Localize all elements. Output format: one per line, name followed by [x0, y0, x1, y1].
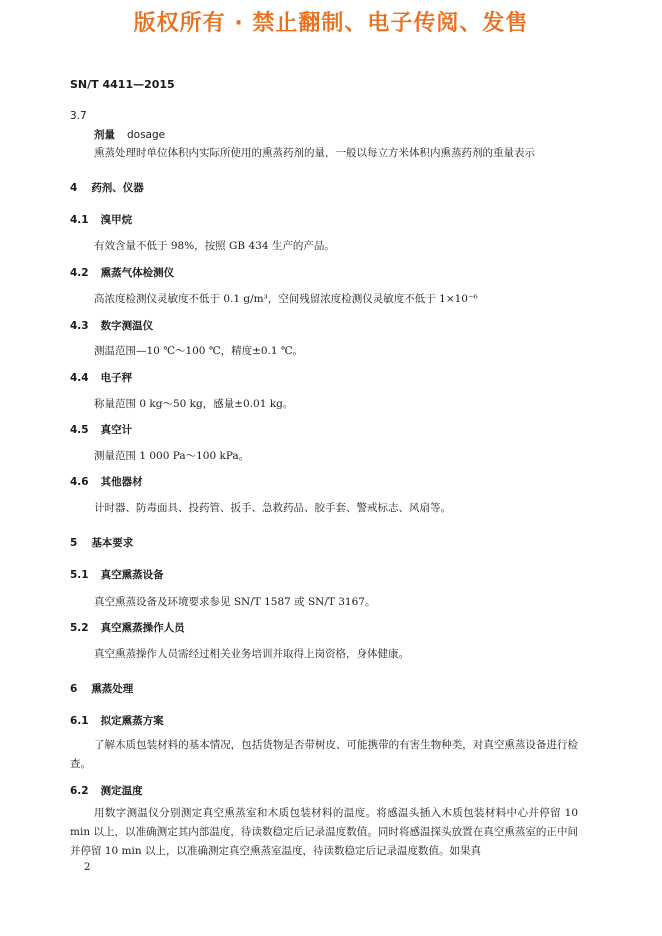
section-number: 5	[70, 537, 78, 549]
section-title: 熏蒸处理	[91, 683, 134, 695]
term-chinese: 剂量	[94, 129, 115, 141]
subsection-number: 6.1	[70, 715, 89, 727]
subsection-text: 有效含量不低于 98%，按照 GB 434 生产的产品。	[94, 240, 335, 252]
subsection-title: 数字测温仪	[100, 320, 154, 332]
term-english: dosage	[127, 129, 166, 141]
term-entry	[94, 127, 165, 142]
subsection-title: 其他器材	[100, 476, 143, 488]
subsection-heading	[70, 567, 164, 582]
subsection-title: 拟定熏蒸方案	[100, 715, 164, 727]
section-title: 基本要求	[91, 537, 134, 549]
section-heading	[70, 681, 133, 696]
subsection-heading	[70, 783, 143, 798]
subsection-number: 4.6	[70, 476, 89, 488]
subsection-text: 称量范围 0 kg～50 kg，感量±0.01 kg。	[94, 398, 294, 410]
copyright-watermark: 版权所有 · 禁止翻制、电子传阅、发售	[133, 11, 529, 36]
subsection-heading	[70, 620, 185, 635]
subsection-title: 溴甲烷	[100, 214, 133, 226]
subsection-number: 5.1	[70, 569, 89, 581]
subsection-number: 6.2	[70, 785, 89, 797]
subsection-heading	[70, 370, 132, 385]
section-title: 药剂、仪器	[91, 182, 144, 194]
section-heading	[70, 535, 133, 550]
subsection-heading	[70, 265, 174, 280]
subsection-number: 4.2	[70, 267, 89, 279]
subsection-text: 真空熏蒸设备及环境要求参见 SN/T 1587 或 SN/T 3167。	[94, 596, 376, 608]
section-number: 6	[70, 683, 78, 695]
standard-code: SN/T 4411—2015	[70, 78, 175, 91]
subsection-heading	[70, 422, 132, 437]
subsection-text: 测温范围—10 ℃～100 ℃，精度±0.1 ℃。	[94, 345, 304, 357]
section-heading	[70, 180, 144, 195]
subsection-text: 计时器、防毒面具、投药管、扳手、急救药品、胶手套、警戒标志、风扇等。	[94, 502, 451, 514]
subsection-title: 真空熏蒸操作人员	[100, 622, 185, 634]
subsection-text: 测量范围 1 000 Pa～100 kPa。	[94, 450, 250, 462]
subsection-text: 真空熏蒸操作人员需经过相关业务培训并取得上岗资格，身体健康。	[94, 648, 409, 660]
subsection-heading	[70, 713, 164, 728]
subsection-number: 5.2	[70, 622, 89, 634]
subsection-text: 高浓度检测仪灵敏度不低于 0.1 g/m³，空间残留浓度检测仪灵敏度不低于 1×10⁻⁶	[94, 293, 478, 305]
subsection-title: 电子秤	[100, 372, 133, 384]
section-number: 4	[70, 182, 78, 194]
page-number: 2	[84, 862, 91, 873]
subsection-heading	[70, 212, 132, 227]
subsection-heading	[70, 318, 153, 333]
subsection-text: 用数字测温仪分别测定真空熏蒸室和木质包装材料的温度。将感温头插入木质包装材料中心并停留 10 min 以上，以准确测定其内部温度，待读数稳定后记录温度数值。同时将感温探头放置在真空熏蒸室的正中间并停留 10 min 以上，以准确测定真空熏蒸室温度，待读数稳定后记录温度数值。如果真	[70, 807, 578, 857]
subsection-text: 了解木质包装材料的基本情况，包括货物是否带树皮、可能携带的有害生物种类，对真空熏蒸设备进行检查。	[70, 739, 578, 770]
subsection-number: 4.1	[70, 214, 89, 226]
subsection-title: 测定温度	[100, 785, 143, 797]
subsection-number: 4.4	[70, 372, 89, 384]
subsection-number: 4.5	[70, 424, 89, 436]
subsection-number: 4.3	[70, 320, 89, 332]
subsection-heading	[70, 474, 143, 489]
term-definition: 熏蒸处理时单位体积内实际所使用的熏蒸药剂的量，一般以每立方米体积内熏蒸药剂的重量表示	[94, 147, 535, 159]
subsection-title: 真空熏蒸设备	[100, 569, 164, 581]
subsection-title: 真空计	[100, 424, 133, 436]
subsection-title: 熏蒸气体检测仪	[100, 267, 175, 279]
clause-number: 3.7	[70, 110, 87, 122]
